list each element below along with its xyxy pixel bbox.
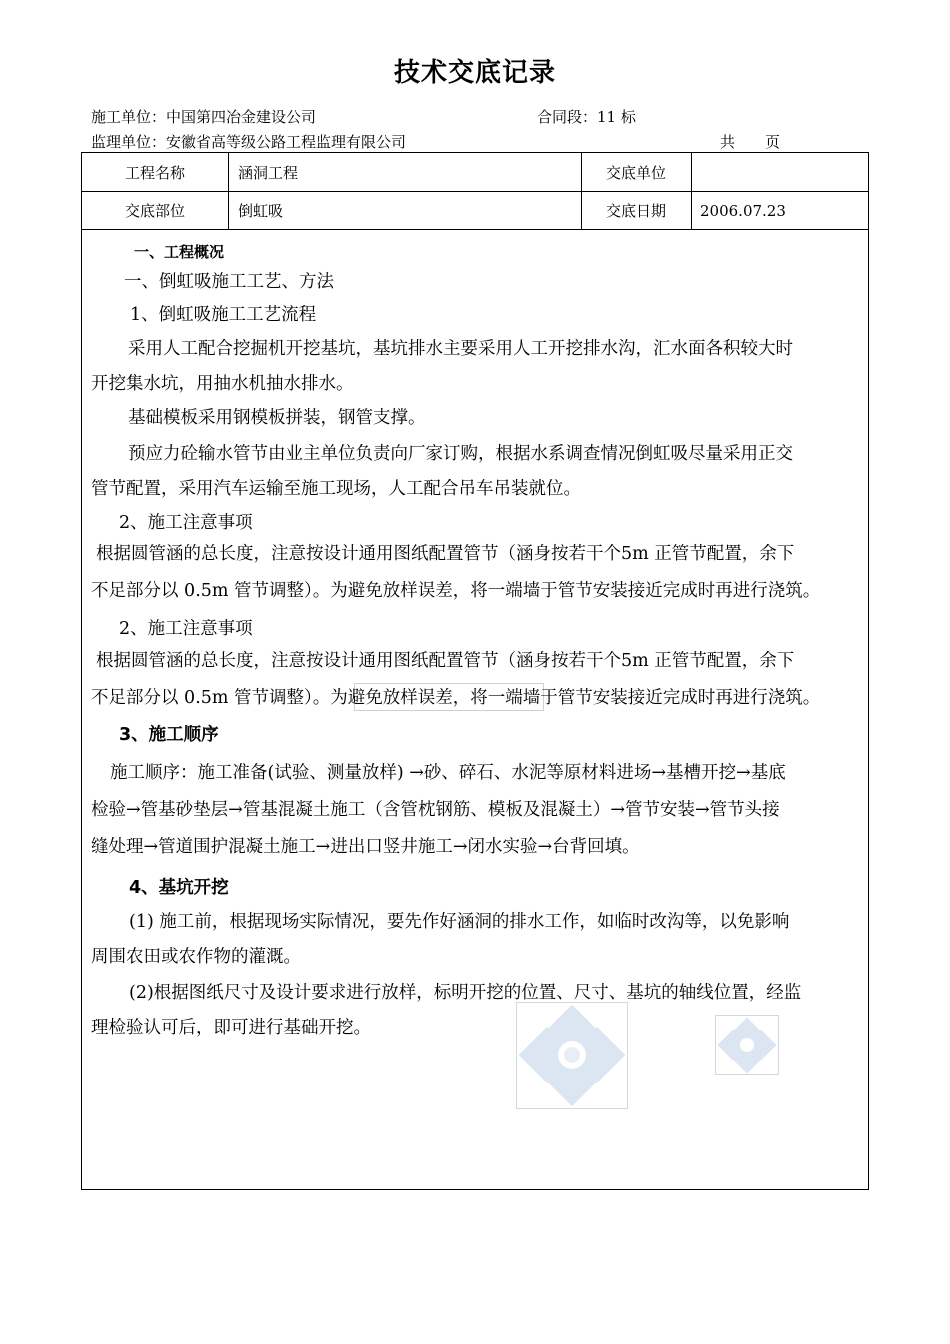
col-divider: [691, 153, 692, 229]
paragraph-line: 施工顺序：施工准备(试验、测量放样) →砂、碎石、水泥等原材料进场→基槽开挖→基底: [110, 763, 786, 783]
sequence-heading: 3、施工顺序: [119, 725, 219, 745]
excavation-heading: 4、基坑开挖: [129, 878, 229, 898]
supervision-unit-label: 监理单位：: [91, 133, 167, 151]
contract-row: [537, 106, 636, 127]
handover-date-value: 2006.07.23: [700, 202, 786, 220]
paragraph-line: 不足部分以 0.5m 管节调整）。为避免放样误差，将一端墙于管节安装接近完成时再进行浇筑。: [91, 581, 821, 601]
paragraph-line: 开挖集水坑，用抽水机抽水排水。: [91, 374, 354, 394]
paragraph-line: 不足部分以 0.5m 管节调整）。为避免放样误差，将一端墙于管节安装接近完成时再进行浇筑。: [91, 688, 821, 708]
handover-date-label: 交底日期: [605, 202, 666, 220]
handover-part-label: 交底部位: [124, 202, 185, 220]
paragraph-line: 管节配置，采用汽车运输至施工现场，人工配合吊车吊装就位。: [91, 479, 581, 499]
col-divider: [228, 153, 229, 229]
handover-part-value: 倒虹吸: [238, 202, 284, 220]
total-pages: 共 页: [720, 133, 781, 151]
handover-unit-label: 交底单位: [605, 164, 666, 182]
paragraph-line: 根据圆管涵的总长度，注意按设计通用图纸配置管节（涵身按若干个5m 正管节配置，余下: [96, 651, 795, 671]
watermark-logo-small: [715, 1015, 779, 1075]
construction-unit-label: 施工单位：: [91, 108, 167, 126]
paragraph-line: (1) 施工前，根据现场实际情况，要先作好涵洞的排水工作，如临时改沟等，以免影响: [129, 912, 790, 932]
construction-unit-value: 中国第四冶金建设公司: [166, 108, 317, 126]
row-divider: [82, 229, 868, 230]
contract-label: 合同段：: [537, 108, 598, 126]
paragraph-line: 缝处理→管道围护混凝土施工→进出口竖井施工→闭水实验→台背回填。: [91, 837, 640, 857]
paragraph-line: 理检验认可后，即可进行基础开挖。: [91, 1018, 371, 1038]
process-flow-heading: 1、倒虹吸施工工艺流程: [130, 305, 317, 325]
project-name-label: 工程名称: [124, 164, 185, 182]
paragraph-line: 预应力砼输水管节由业主单位负责向厂家订购，根据水系调查情况倒虹吸尽量采用正交: [128, 444, 793, 464]
watermark-flower-icon: [517, 1003, 627, 1108]
watermark-flower-small-icon: [716, 1016, 778, 1074]
construction-unit-row: [91, 106, 316, 127]
watermark-logo: [516, 1002, 628, 1109]
paragraph-line: 采用人工配合挖掘机开挖基坑，基坑排水主要采用人工开挖排水沟，汇水面各积较大时: [128, 339, 793, 359]
method-heading: 一、倒虹吸施工工艺、方法: [124, 272, 334, 292]
row-divider: [82, 191, 868, 192]
paragraph-line: 根据圆管涵的总长度，注意按设计通用图纸配置管节（涵身按若干个5m 正管节配置，余下: [96, 544, 795, 564]
document-title: 技术交底记录: [393, 58, 556, 88]
project-name-value: 涵洞工程: [238, 164, 299, 182]
notes-heading-repeat: 2、施工注意事项: [119, 619, 253, 639]
section-overview-heading: 一、工程概况: [134, 243, 225, 261]
supervision-unit-row: [91, 131, 406, 152]
supervision-unit-value: 安徽省高等级公路工程监理有限公司: [166, 133, 407, 151]
paragraph-line: 周围农田或农作物的灌溉。: [91, 947, 301, 967]
notes-heading: 2、施工注意事项: [119, 513, 253, 533]
handover-table: [81, 152, 869, 1190]
paragraph-line: (2)根据图纸尺寸及设计要求进行放样，标明开挖的位置、尺寸、基坑的轴线位置，经监: [129, 983, 802, 1003]
contract-value: 11 标: [597, 108, 636, 126]
paragraph-line: 基础模板采用钢模板拼装，钢管支撑。: [128, 408, 426, 428]
paragraph-line: 检验→管基砂垫层→管基混凝土施工（含管枕钢筋、模板及混凝土）→管节安装→管节头接: [91, 800, 780, 820]
